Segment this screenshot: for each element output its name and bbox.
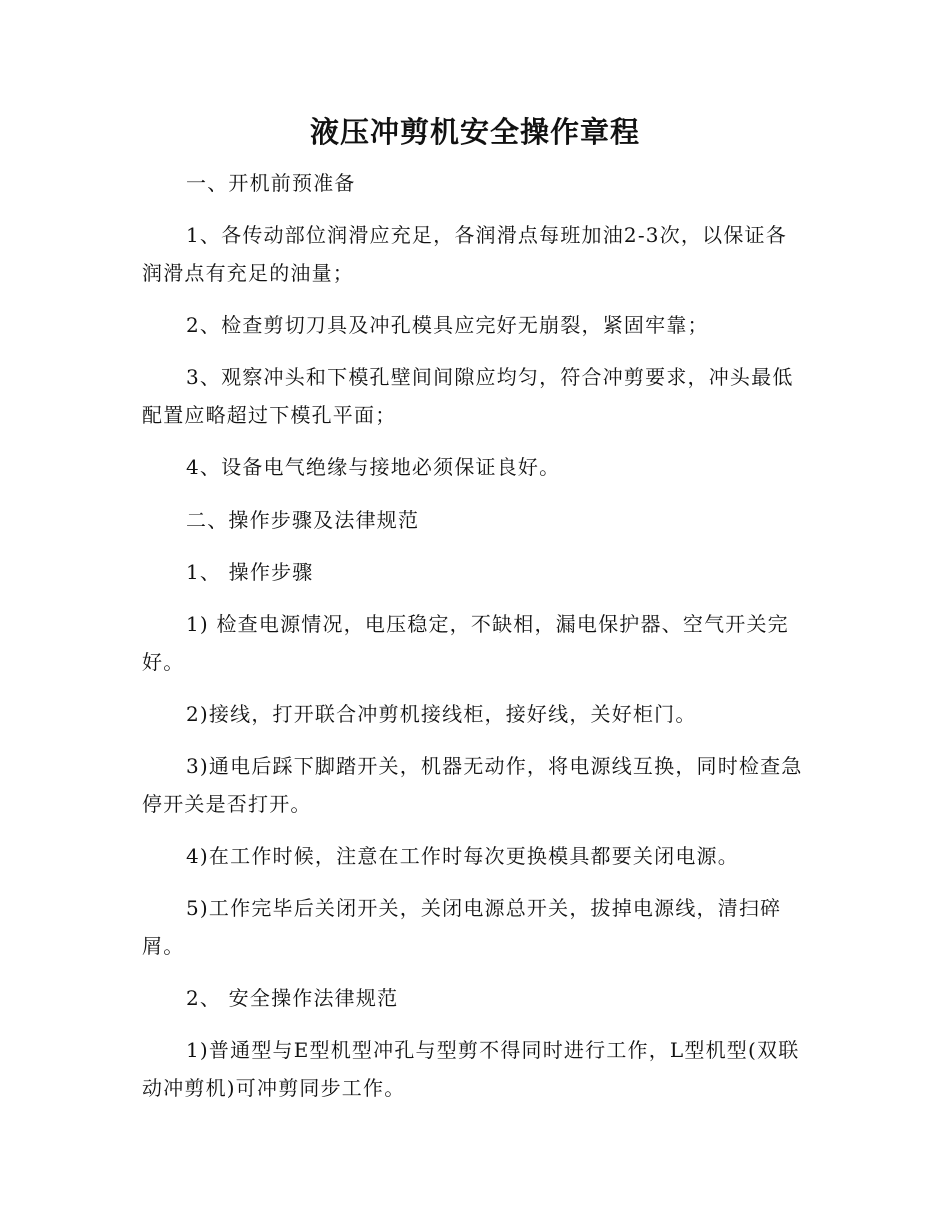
step-change-mold: 4)在工作时候，注意在工作时每次更换模具都要关闭电源。 bbox=[186, 844, 739, 868]
step-power-on: 3)通电后踩下脚踏开关，机器无动作，将电源线互换，同时检查急停开关是否打开。 bbox=[142, 754, 803, 816]
paragraph-check-tools: 2、检查剪切刀具及冲孔模具应完好无崩裂，紧固牢靠； bbox=[186, 313, 709, 337]
step-check-power: 1) 检查电源情况，电压稳定，不缺相，漏电保护器、空气开关完好。 bbox=[142, 612, 789, 674]
paragraph-lubrication: 1、各传动部位润滑应充足，各润滑点每班加油2-3次，以保证各润滑点有充足的油量； bbox=[142, 223, 787, 285]
subheading-safety-rules: 2、 安全操作法律规范 bbox=[186, 986, 399, 1010]
section-heading-operation: 二、操作步骤及法律规范 bbox=[186, 508, 420, 532]
subheading-operation-steps: 1、 操作步骤 bbox=[186, 560, 314, 584]
paragraph-punch-clearance: 3、观察冲头和下模孔壁间间隙应均匀，符合冲剪要求，冲头最低配置应略超过下模孔平面； bbox=[142, 365, 794, 427]
document-title: 液压冲剪机安全操作章程 bbox=[309, 115, 640, 149]
step-wiring: 2)接线，打开联合冲剪机接线柜，接好线，关好柜门。 bbox=[186, 702, 697, 726]
paragraph-insulation: 4、设备电气绝缘与接地必须保证良好。 bbox=[186, 455, 561, 479]
step-finish: 5)工作完毕后关闭开关，关闭电源总开关，拔掉电源线，清扫碎屑。 bbox=[142, 896, 782, 958]
rule-model-types: 1)普通型与E型机型冲孔与型剪不得同时进行工作，L型机型(双联动冲剪机)可冲剪同步工作。 bbox=[142, 1038, 800, 1100]
section-heading-preparation: 一、开机前预准备 bbox=[186, 171, 356, 195]
